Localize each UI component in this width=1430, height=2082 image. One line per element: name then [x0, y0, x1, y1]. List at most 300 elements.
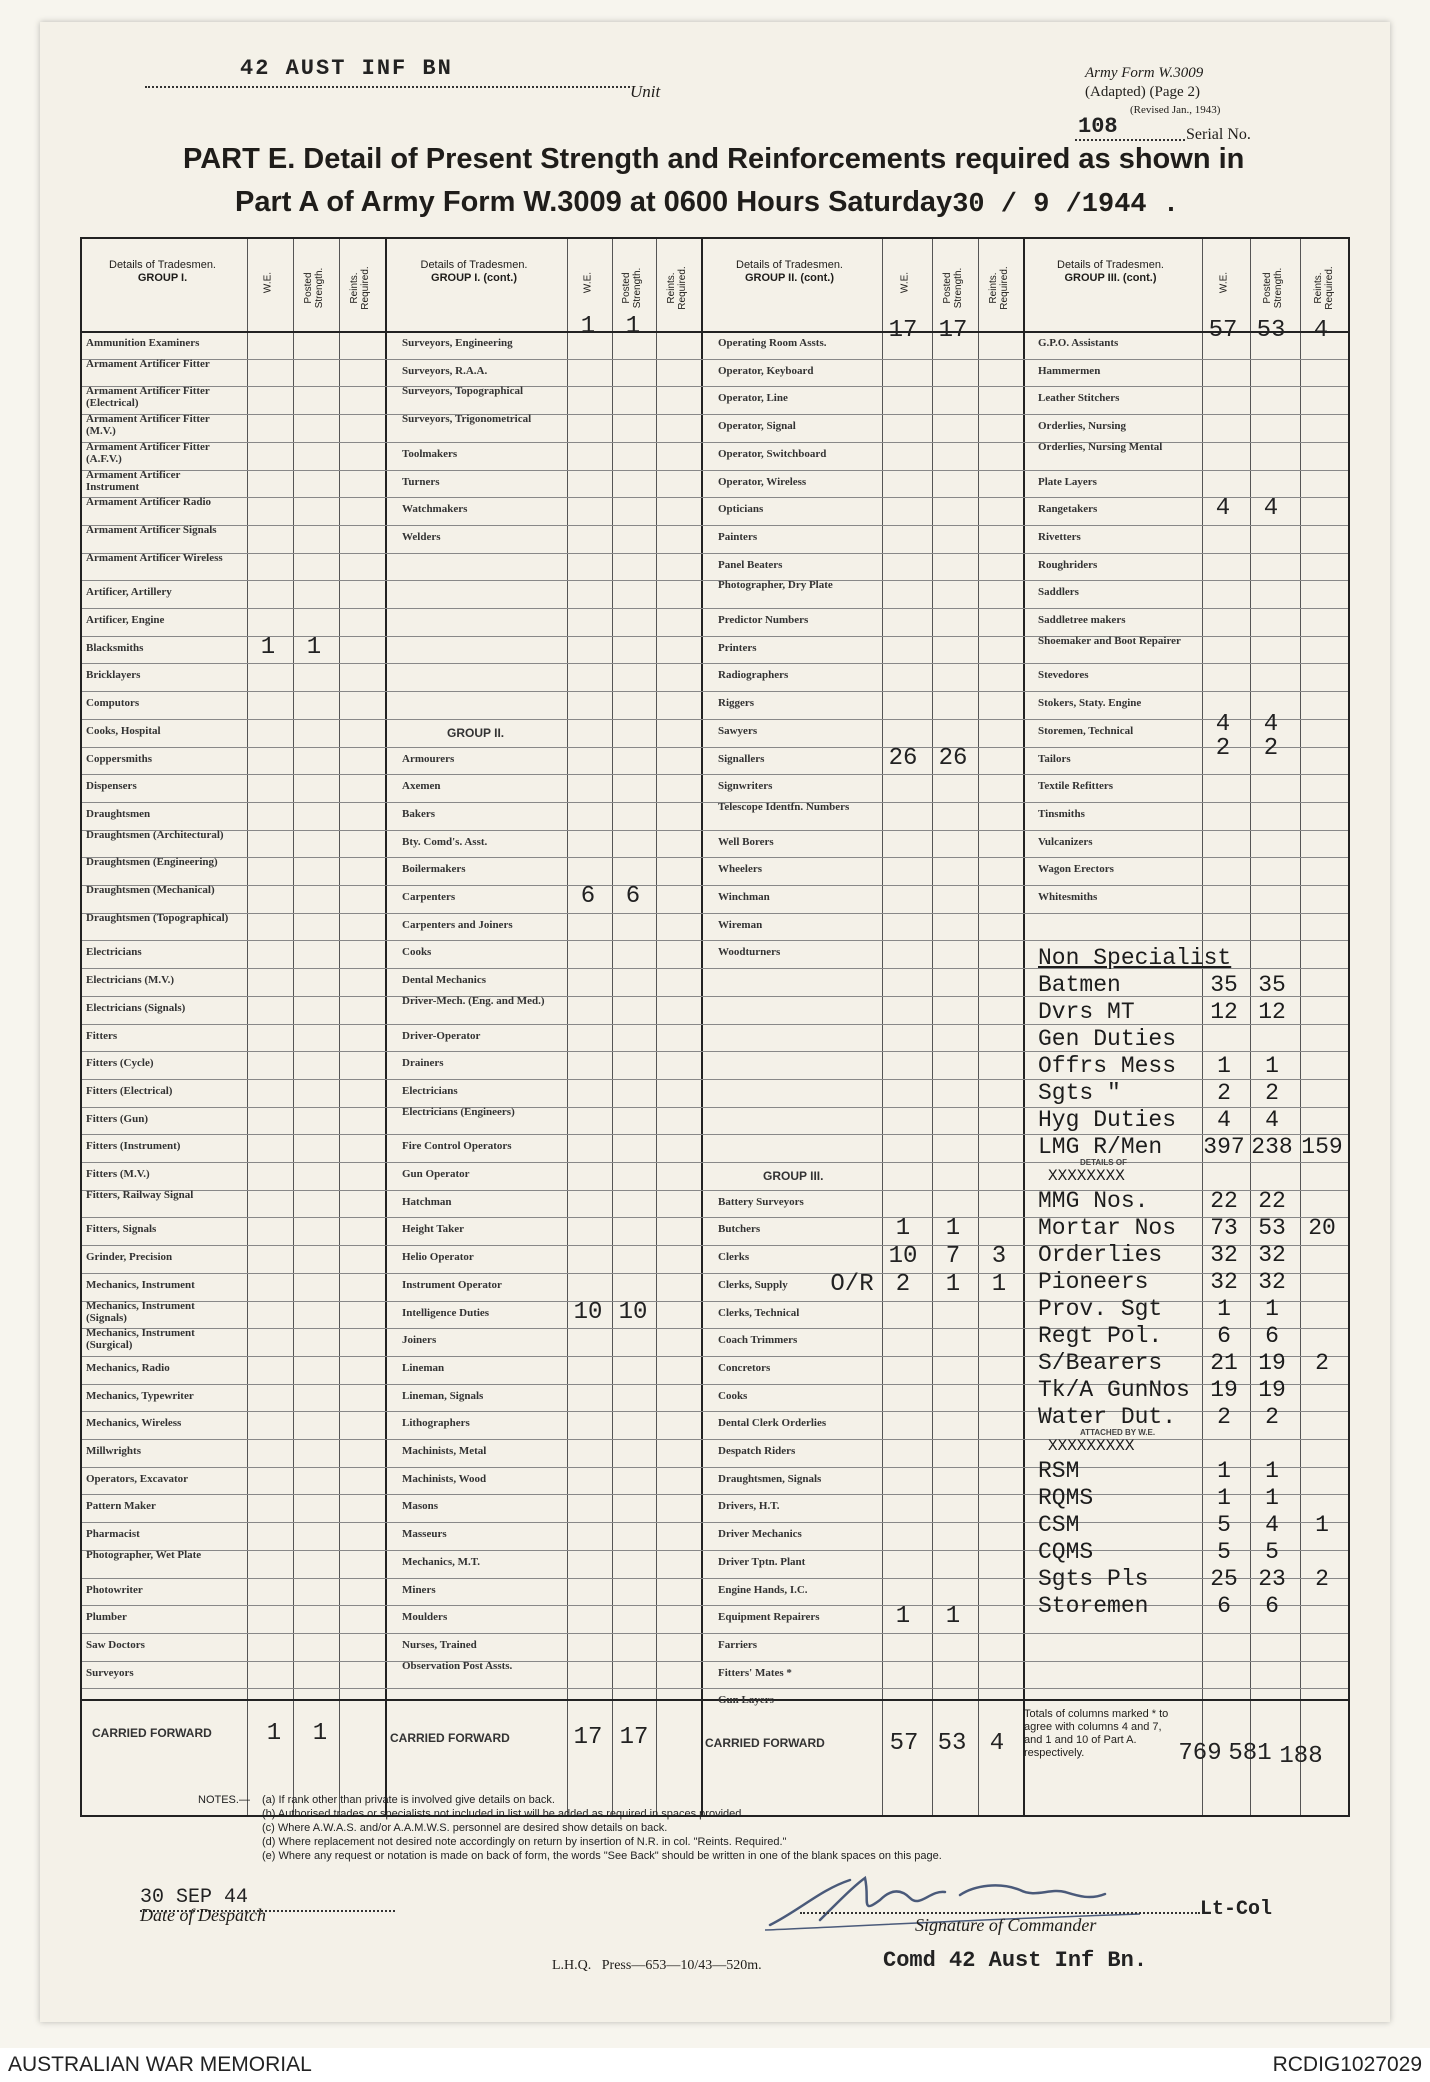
trade-label: Fitters, Signals — [86, 1223, 157, 1236]
trade-label: Bty. Comd's. Asst. — [402, 835, 488, 848]
trade-label: Dental Mechanics — [402, 974, 487, 987]
ns-label: CQMS — [1038, 1539, 1094, 1565]
trade-label: Operator, Wireless — [718, 475, 807, 488]
trade-label: Roughriders — [1038, 558, 1098, 571]
trade-label: Lithographers — [402, 1417, 470, 1430]
trade-label: Saddlers — [1038, 586, 1079, 599]
trade-label: Clerks, Technical — [718, 1306, 800, 1319]
trade-label: Hammermen — [1038, 364, 1101, 377]
value-we: 2 — [1215, 734, 1231, 762]
trade-label: Electricians (M.V.) — [86, 974, 175, 987]
trade-label: Carpenters and Joiners — [402, 918, 513, 931]
trade-label: Engine Hands, I.C. — [718, 1583, 808, 1596]
cf3-posted: 53 — [937, 1730, 967, 1757]
ns-posted: 22 — [1258, 1188, 1286, 1214]
ns-posted: 6 — [1265, 1593, 1279, 1619]
trade-label: Bakers — [402, 807, 435, 820]
trade-label: Lineman — [402, 1361, 445, 1374]
value-we: 1 — [260, 633, 276, 661]
trade-label: Stokers, Staty. Engine — [1038, 697, 1142, 710]
trade-label: Orderlies, Nursing — [1038, 420, 1126, 433]
ns-label: CSM — [1038, 1512, 1080, 1538]
header-reints-1: Reints. Required. — [349, 266, 371, 310]
ns-posted: 6 — [1265, 1323, 1279, 1349]
header-group-text: GROUP II. (cont.) — [744, 272, 835, 284]
trade-label: Pattern Maker — [86, 1500, 156, 1513]
title-line-1: PART E. Detail of Present Strength and Reinforcements required as shown in — [183, 143, 1245, 175]
trade-label: Fitters (M.V.) — [86, 1168, 150, 1180]
trade-label: Stevedores — [1038, 669, 1089, 682]
group-heading: GROUP II. — [447, 725, 505, 740]
value-ps: 1 — [945, 1603, 961, 1631]
value-we: 2 — [895, 1270, 911, 1298]
ns-we: 19 — [1210, 1377, 1238, 1403]
value-ps: 1 — [945, 1270, 961, 1298]
value-we: 4 — [1215, 495, 1231, 523]
ns-reints: 159 — [1301, 1134, 1343, 1160]
ns-posted: 53 — [1258, 1215, 1286, 1241]
note-line: (b) Authorised trades or specialists not included in list will be added as required in spaces provided. — [262, 1808, 745, 1820]
trade-label: Surveyors, Topographical — [402, 385, 524, 398]
trade-label: Draughtsmen (Architectural) — [86, 828, 224, 841]
ns-we: 12 — [1210, 999, 1238, 1025]
header-details-text: Details of Tradesmen. — [420, 259, 528, 271]
trade-label: Driver Tptn. Plant — [718, 1555, 806, 1568]
trade-label: Battery Surveyors — [718, 1195, 804, 1208]
header-we-4: W.E. — [1218, 271, 1230, 294]
trade-label: Clerks, Supply — [718, 1278, 788, 1291]
note-line: (d) Where replacement not desired note accordingly on return by insertion of N.R. in col. "Reints. Required." — [262, 1836, 787, 1848]
trade-label: Cooks — [718, 1389, 748, 1402]
ns-posted: 19 — [1258, 1377, 1286, 1403]
ns-label: Hyg Duties — [1038, 1107, 1177, 1133]
trade-label: Mechanics, Typewriter — [86, 1389, 194, 1402]
ns-reints: 20 — [1308, 1215, 1336, 1241]
struck-text: XXXXXXXX — [1048, 1167, 1125, 1185]
trade-label: Draughtsmen (Topographical) — [86, 911, 229, 924]
trade-label: Operator, Switchboard — [718, 447, 827, 460]
trade-label: Instrument Operator — [402, 1278, 502, 1291]
trade-label: Sawyers — [718, 724, 758, 737]
trade-label: Welders — [402, 530, 441, 543]
ns-we: 5 — [1217, 1512, 1231, 1538]
value-re: 4 — [1313, 317, 1329, 344]
ns-posted: 23 — [1258, 1566, 1286, 1592]
trade-label: Woodturners — [718, 946, 781, 959]
trade-label: Armament Artificer Signals — [86, 523, 217, 536]
value-we: 17 — [888, 317, 918, 344]
trade-label: Mechanics, Radio — [86, 1361, 170, 1374]
trade-label: Rivetters — [1038, 530, 1081, 543]
header-details-text: Details of Tradesmen. — [1057, 259, 1164, 271]
trade-label: Equipment Repairers — [718, 1611, 820, 1624]
trade-label: Fire Control Operators — [402, 1140, 512, 1153]
trade-label: Operating Room Assts. — [718, 337, 827, 349]
trade-label: Artificer, Artillery — [86, 586, 172, 599]
header-details-2 — [383, 259, 565, 285]
trade-label: Clerks — [718, 1251, 750, 1264]
signature-label: Signature of Commander — [915, 1915, 1097, 1935]
ns-posted: 4 — [1265, 1512, 1279, 1538]
rank-typed: Lt-Col — [1200, 1898, 1273, 1921]
ns-label: Batmen — [1038, 972, 1121, 998]
trade-label: Winchman — [718, 891, 770, 903]
value-ps: 1 — [945, 1215, 961, 1243]
form-number: Army Form W.3009 — [1085, 65, 1204, 81]
ns-posted: 1 — [1265, 1053, 1279, 1079]
title-line-2 — [235, 186, 1179, 220]
title-date: 30 / 9 /1944 . — [952, 190, 1180, 220]
value-ps: 1 — [625, 313, 641, 340]
header-posted-1: Posted Strength. — [303, 267, 325, 309]
totals-note: Totals of columns marked * to agree with columns 4 and 7, and 1 and 10 of Part A. respectively. — [1024, 1708, 1169, 1759]
serial-line — [1075, 139, 1185, 141]
attached-label: ATTACHED BY W.E. — [1080, 1428, 1156, 1437]
header-reints-4: Reints. Required. — [1313, 266, 1335, 310]
value-we: 26 — [888, 744, 918, 772]
trade-label: Fitters (Electrical) — [86, 1084, 173, 1097]
trade-label: Driver-Mech. (Eng. and Med.) — [402, 994, 545, 1007]
trade-label: Leather Stitchers — [1038, 392, 1120, 405]
header-details-3 — [699, 259, 880, 285]
carried-forward-label-1: CARRIED FORWARD — [92, 1726, 212, 1740]
cf1-posted: 1 — [312, 1720, 328, 1747]
trade-label: Butchers — [718, 1223, 761, 1236]
trade-label: Moulders — [402, 1611, 448, 1624]
value-ps: 4 — [1263, 710, 1279, 738]
trade-label: Surveyors, Trigonometrical — [402, 413, 532, 426]
trade-label: Cooks — [402, 946, 432, 959]
value-ps: 7 — [945, 1243, 961, 1271]
struck-text-2: XXXXXXXXX — [1048, 1437, 1135, 1455]
value-we: 6 — [580, 883, 596, 910]
title-prefix: Part A of Army Form W.3009 at 0600 Hours Saturday — [235, 186, 953, 218]
trade-label: Well Borers — [718, 835, 774, 848]
trade-label: Machinists, Metal — [402, 1445, 487, 1457]
unit-label: Unit — [630, 82, 661, 101]
trade-label: Surveyors — [86, 1666, 134, 1679]
trade-label: Coppersmiths — [86, 752, 153, 765]
ns-posted: 19 — [1258, 1350, 1286, 1376]
trade-label: Predictor Numbers — [718, 614, 809, 626]
trade-label: Wheelers — [718, 863, 762, 876]
trade-label: Painters — [718, 530, 758, 543]
ns-we: 1 — [1217, 1485, 1231, 1511]
trade-label: Storemen, Technical — [1038, 724, 1134, 737]
value-ps: 1 — [306, 633, 322, 661]
trade-label: Driver Mechanics — [718, 1528, 802, 1541]
ns-posted: 1 — [1265, 1458, 1279, 1484]
trade-label: Blacksmiths — [86, 641, 144, 654]
trade-label: Operator, Line — [718, 392, 788, 405]
trade-label: Draughtsmen (Mechanical) — [86, 884, 215, 896]
trade-label: Pharmacist — [86, 1528, 140, 1541]
clerks-supply-note: O/R — [830, 1270, 874, 1298]
trade-label: Fitters (Cycle) — [86, 1057, 154, 1070]
trade-label: Axemen — [402, 780, 441, 793]
trade-label: Panel Beaters — [718, 558, 783, 571]
carried-forward-label-3: CARRIED FORWARD — [705, 1736, 825, 1750]
ns-label: Mortar Nos — [1038, 1215, 1177, 1241]
header-reints-2: Reints. Required. — [665, 266, 688, 310]
trade-label: Fitters (Gun) — [86, 1112, 149, 1125]
ns-label: Offrs Mess — [1038, 1053, 1177, 1079]
trade-label: Boilermakers — [402, 863, 466, 876]
note-line: (a) If rank other than private is involved give details on back. — [262, 1794, 555, 1806]
header-we-2: W.E. — [582, 271, 593, 294]
trade-label: Opticians — [718, 503, 764, 516]
ns-label: Storemen — [1038, 1593, 1149, 1619]
trade-label: Armament Artificer Fitter (Electrical) — [86, 385, 210, 410]
trade-label: Wagon Erectors — [1038, 863, 1114, 876]
ns-label: Tk/A GunNos — [1038, 1377, 1190, 1403]
trade-label: Drivers, H.T. — [718, 1500, 780, 1513]
trade-label: Helio Operator — [402, 1251, 474, 1264]
ns-label: Gen Duties — [1038, 1026, 1177, 1052]
header-posted-3: Posted Strength. — [942, 267, 964, 309]
trade-label: Plumber — [86, 1611, 127, 1624]
trade-label: Farriers — [718, 1638, 758, 1651]
trade-label: Armourers — [402, 752, 455, 765]
value-we: 10 — [888, 1243, 918, 1271]
trade-label: Cooks, Hospital — [86, 724, 161, 737]
ns-posted: 32 — [1258, 1269, 1286, 1295]
ns-label: LMG R/Men — [1038, 1134, 1163, 1160]
value-we: 1 — [895, 1603, 911, 1631]
trade-label: Carpenters — [402, 891, 456, 903]
despatch-date: 30 SEP 44 — [140, 1886, 249, 1909]
header-group-text: GROUP I. — [137, 272, 188, 284]
unit-line — [145, 86, 630, 88]
trade-label: Dispensers — [86, 780, 137, 793]
trade-label: Printers — [718, 641, 757, 654]
trade-label: Machinists, Wood — [402, 1472, 487, 1485]
trade-label: Photographer, Dry Plate — [718, 579, 833, 592]
value-ps: 4 — [1263, 495, 1279, 523]
trade-label: Vulcanizers — [1038, 835, 1093, 848]
ns-posted: 32 — [1258, 1242, 1286, 1268]
trade-label: Operator, Keyboard — [718, 364, 814, 377]
note-line: (c) Where A.W.A.S. and/or A.A.M.W.S. personnel are desired show details on back. — [262, 1822, 668, 1834]
ns-we: 4 — [1217, 1107, 1231, 1133]
trade-label: Mechanics, Instrument — [86, 1278, 195, 1291]
trade-label: Intelligence Duties — [402, 1306, 490, 1319]
unit-typed: 42 AUST INF BN — [240, 56, 453, 81]
value-ps: 26 — [938, 744, 968, 772]
ns-reints: 1 — [1315, 1512, 1329, 1538]
value-re: 3 — [991, 1243, 1007, 1271]
cf2-we: 17 — [573, 1724, 603, 1751]
ns-we: 5 — [1217, 1539, 1231, 1565]
trade-label: Orderlies, Nursing Mental — [1038, 440, 1163, 453]
ns-we: 1 — [1217, 1458, 1231, 1484]
header-details-1 — [80, 259, 245, 285]
trade-label: Fitters' Mates * — [718, 1666, 792, 1679]
trade-label: Armament Artificer Instrument — [86, 468, 181, 493]
header-details-text: Details of Tradesmen. — [109, 259, 216, 271]
ns-label: Orderlies — [1038, 1242, 1163, 1268]
trade-label: Operators, Excavator — [86, 1472, 189, 1485]
trade-label: Surveyors, R.A.A. — [402, 364, 488, 377]
trade-label: Photographer, Wet Plate — [86, 1548, 202, 1561]
header-reints-3: Reints. Required. — [987, 266, 1010, 310]
trade-label: Miners — [402, 1583, 436, 1596]
ns-posted: 2 — [1265, 1404, 1279, 1430]
ns-we: 21 — [1210, 1350, 1238, 1376]
press-line: L.H.Q. Press—653—10/43—520m. — [552, 1958, 762, 1973]
trade-label: Hatchman — [402, 1195, 452, 1208]
trade-label: Turners — [402, 475, 440, 488]
header-details-4 — [1021, 259, 1200, 285]
ns-we: 1 — [1217, 1053, 1231, 1079]
value-we: 1 — [895, 1215, 911, 1243]
ns-we: 32 — [1210, 1242, 1238, 1268]
ns-we: 6 — [1217, 1593, 1231, 1619]
cf3-reints: 4 — [989, 1730, 1005, 1757]
trade-label: Masons — [402, 1500, 439, 1513]
trade-label: Fitters, Railway Signal — [86, 1188, 194, 1201]
trade-label: Mechanics, M.T. — [402, 1555, 481, 1568]
ns-we: 32 — [1210, 1269, 1238, 1295]
details-of-label: DETAILS OF — [1080, 1158, 1127, 1167]
trade-label: Nurses, Trained — [402, 1638, 477, 1651]
ns-label: Prov. Sgt — [1038, 1296, 1163, 1322]
trade-label: Artificer, Engine — [86, 614, 165, 626]
trade-label: Electricians — [402, 1084, 458, 1097]
value-we: 10 — [573, 1298, 603, 1326]
ns-posted: 12 — [1258, 999, 1286, 1025]
header-group-text: GROUP III. (cont.) — [1064, 272, 1157, 284]
trade-label: Surveyors, Engineering — [402, 337, 513, 349]
trade-label: Operator, Signal — [718, 420, 796, 433]
ns-we: 25 — [1210, 1566, 1238, 1592]
trade-label: Height Taker — [402, 1223, 465, 1236]
trade-label: Signwriters — [718, 780, 773, 793]
trade-label: G.P.O. Assistants — [1038, 337, 1119, 349]
note-line: (e) Where any request or notation is made on back of form, the words "See Back" should be written in one of the blank spaces on this page. — [262, 1850, 942, 1862]
ns-we: 397 — [1203, 1134, 1245, 1160]
trade-label: Armament Artificer Fitter (A.F.V.) — [86, 440, 210, 465]
header-we-1: W.E. — [262, 271, 274, 294]
non-specialist-heading: Non Specialist — [1038, 945, 1232, 971]
ns-label: RQMS — [1038, 1485, 1094, 1511]
commander-typed: Comd 42 Aust Inf Bn. — [883, 1948, 1148, 1973]
trade-label: Rangetakers — [1038, 503, 1098, 516]
trade-label: Telescope Identfn. Numbers — [718, 800, 850, 813]
signature-line — [800, 1912, 1200, 1914]
serial-value: 108 — [1078, 114, 1118, 139]
ns-label: RSM — [1038, 1458, 1080, 1484]
header-posted-2: Posted Strength. — [621, 267, 643, 309]
trade-label: Electricians (Signals) — [86, 1001, 186, 1014]
trade-label: Plate Layers — [1038, 475, 1097, 488]
trade-label: Electricians (Engineers) — [402, 1105, 515, 1118]
ns-we: 73 — [1210, 1215, 1238, 1241]
value-ps: 10 — [618, 1298, 648, 1326]
trade-label: Mechanics, Wireless — [86, 1417, 182, 1430]
trade-label: Lineman, Signals — [402, 1389, 484, 1402]
trade-label: Computors — [86, 697, 140, 710]
header-we-3: W.E. — [899, 271, 911, 294]
trade-label: Riggers — [718, 697, 755, 710]
header-group-text: GROUP I. (cont.) — [431, 272, 517, 284]
cf4-reints: 188 — [1279, 1743, 1323, 1770]
trade-label: Textile Refitters — [1038, 780, 1114, 793]
serial-label: Serial No. — [1186, 126, 1251, 143]
ns-label: Pioneers — [1038, 1269, 1149, 1295]
trade-label: Draughtsmen (Engineering) — [86, 856, 218, 869]
ns-label: Sgts " — [1038, 1080, 1121, 1106]
trade-label: Gun Layers — [718, 1694, 774, 1707]
trade-label: Armament Artificer Wireless — [86, 551, 223, 564]
trade-label: Observation Post Assts. — [402, 1659, 513, 1672]
trade-label: Despatch Riders — [718, 1445, 796, 1457]
trade-label: Whitesmiths — [1038, 891, 1098, 903]
trade-label: Watchmakers — [402, 503, 468, 516]
ns-reints: 2 — [1315, 1566, 1329, 1592]
ns-posted: 238 — [1251, 1134, 1293, 1160]
trade-label: Ammunition Examiners — [86, 337, 200, 349]
ns-posted: 4 — [1265, 1107, 1279, 1133]
trade-label: Photowriter — [86, 1583, 143, 1596]
trade-label: Millwrights — [86, 1445, 141, 1457]
header-details-text: Details of Tradesmen. — [736, 259, 843, 271]
trade-label: Gun Operator — [402, 1168, 470, 1180]
trade-label: Armament Artificer Fitter — [86, 357, 210, 370]
trade-label: Signallers — [718, 752, 765, 765]
trade-label: Armament Artificer Radio — [86, 496, 212, 509]
value-ps: 6 — [625, 883, 641, 910]
footer-right: RCDIG1027029 — [1272, 2053, 1422, 2076]
carried-forward-label-2: CARRIED FORWARD — [390, 1731, 510, 1745]
footer-left: AUSTRALIAN WAR MEMORIAL — [8, 2053, 312, 2076]
form-revised: (Revised Jan., 1943) — [1130, 104, 1221, 116]
header-posted-4: Posted Strength. — [1262, 267, 1284, 309]
trade-label: Mechanics, Instrument (Surgical) — [86, 1327, 195, 1352]
trade-label: Fitters — [86, 1029, 118, 1042]
trade-label: Radiographers — [718, 669, 789, 682]
trade-label: Draughtsmen, Signals — [718, 1472, 822, 1485]
despatch-label: Date of Despatch — [140, 1905, 266, 1925]
value-we: 4 — [1215, 710, 1231, 738]
ns-reints: 2 — [1315, 1350, 1329, 1376]
value-we: 1 — [580, 313, 596, 340]
trade-label: Armament Artificer Fitter (M.V.) — [86, 413, 210, 438]
trade-label: Mechanics, Instrument (Signals) — [86, 1299, 195, 1324]
ns-label: Dvrs MT — [1038, 999, 1135, 1025]
value-we: 57 — [1208, 317, 1238, 344]
form-adapted: (Adapted) (Page 2) — [1085, 84, 1200, 100]
ns-posted: 5 — [1265, 1539, 1279, 1565]
group-heading: GROUP III. — [763, 1169, 824, 1183]
trade-label: Draughtsmen — [86, 807, 151, 820]
ns-we: 35 — [1210, 972, 1238, 998]
cf4-we: 769 — [1178, 1740, 1222, 1767]
trade-label: Coach Trimmers — [718, 1334, 798, 1347]
ns-posted: 35 — [1258, 972, 1286, 998]
cf4-posted: 581 — [1228, 1740, 1272, 1767]
trade-label: Bricklayers — [86, 669, 141, 682]
trade-label: Fitters (Instrument) — [86, 1140, 181, 1153]
trade-label: Grinder, Precision — [86, 1251, 173, 1264]
trade-label: Saddletree makers — [1038, 614, 1126, 626]
value-re: 1 — [991, 1270, 1007, 1298]
archive-footer — [0, 2048, 1430, 2082]
ns-label: Regt Pol. — [1038, 1323, 1163, 1349]
trade-label: Joiners — [402, 1334, 437, 1347]
ns-label: MMG Nos. — [1038, 1188, 1149, 1214]
trade-label: Dental Clerk Orderlies — [718, 1417, 827, 1430]
